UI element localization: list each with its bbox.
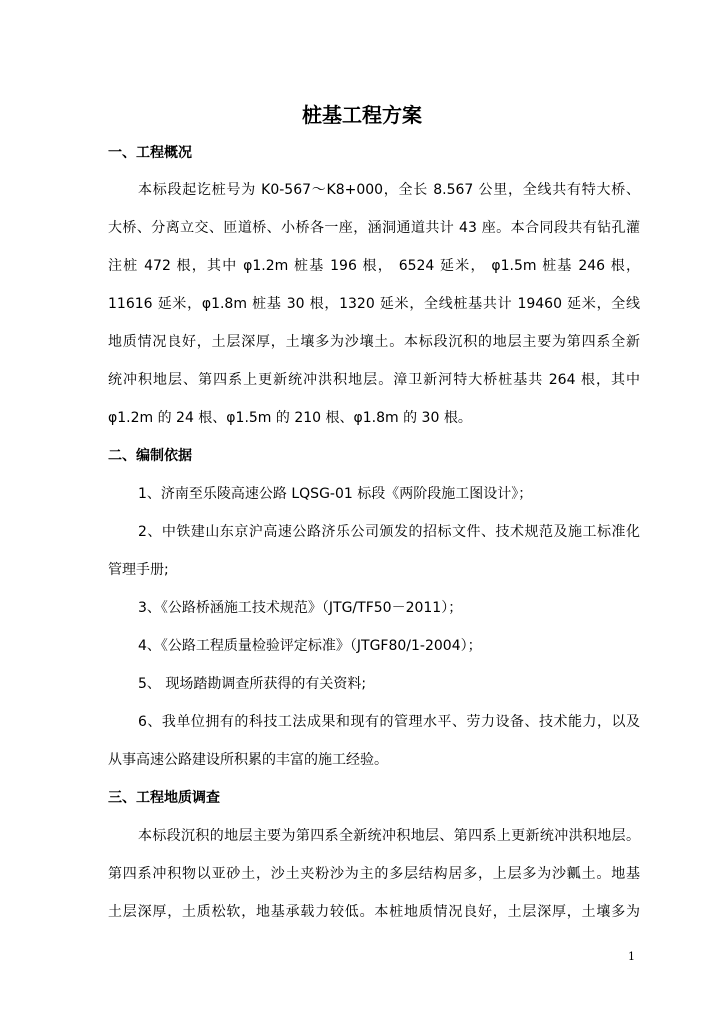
paragraph-line: 大桥、分离立交、匝道桥、小桥各一座，涵洞通道共计 43 座。本合同段共有钻孔灌	[108, 220, 640, 236]
paragraph-line: 第四系冲积物以亚砂土，沙土夹粉沙为主的多层结构居多，上层多为沙瓤土。地基	[108, 866, 640, 882]
list-item-continuation: 管理手册;	[108, 562, 169, 578]
page-number: 1	[628, 950, 635, 963]
paragraph-line: 土层深厚，土质松软，地基承载力较低。本桩地质情况良好，土层深厚，土壤多为	[108, 904, 640, 920]
paragraph-line: 注桩 472 根，其中 φ1.2m 桩基 196 根， 6524 延米， φ1.5m 桩基 246 根，	[108, 258, 640, 274]
paragraph-line: 统冲积地层、第四系上更新统冲洪积地层。漳卫新河特大桥桩基共 264 根，其中	[108, 372, 640, 388]
list-item-continuation: 从事高速公路建设所积累的丰富的施工经验。	[108, 752, 388, 768]
paragraph-line: 11616 延米，φ1.8m 桩基 30 根，1320 延米，全线桩基共计 19460 延米，全线	[108, 296, 640, 312]
section-heading-overview: 一、工程概况	[108, 145, 192, 161]
section-heading-basis: 二、编制依据	[108, 448, 192, 464]
paragraph-line: φ1.2m 的 24 根、φ1.5m 的 210 根、φ1.8m 的 30 根。	[108, 410, 472, 426]
list-item: 3、《公路桥涵施工技术规范》（JTG/TF50－2011）；	[138, 600, 463, 616]
paragraph-line: 地质情况良好，土层深厚，土壤多为沙壤土。本标段沉积的地层主要为第四系全新	[108, 334, 640, 350]
section-heading-geology: 三、工程地质调查	[108, 790, 220, 806]
list-item: 1、济南至乐陵高速公路 LQSG-01 标段《两阶段施工图设计》；	[138, 486, 533, 502]
list-item: 6、我单位拥有的科技工法成果和现有的管理水平、劳力设备、技术能力，以及	[138, 714, 640, 730]
paragraph-line: 本标段起讫桩号为 K0-567～K8+000，全长 8.567 公里，全线共有特大桥、	[138, 182, 640, 198]
list-item: 5、 现场踏勘调查所获得的有关资料;	[138, 676, 367, 692]
page-title: 桩基工程方案	[302, 103, 422, 127]
list-item: 2、中铁建山东京沪高速公路济乐公司颁发的招标文件、技术规范及施工标准化	[138, 524, 640, 540]
list-item: 4、《公路工程质量检验评定标准》（JTGF80/1-2004）；	[138, 638, 482, 654]
paragraph-line: 本标段沉积的地层主要为第四系全新统冲积地层、第四系上更新统冲洪积地层。	[138, 828, 640, 844]
